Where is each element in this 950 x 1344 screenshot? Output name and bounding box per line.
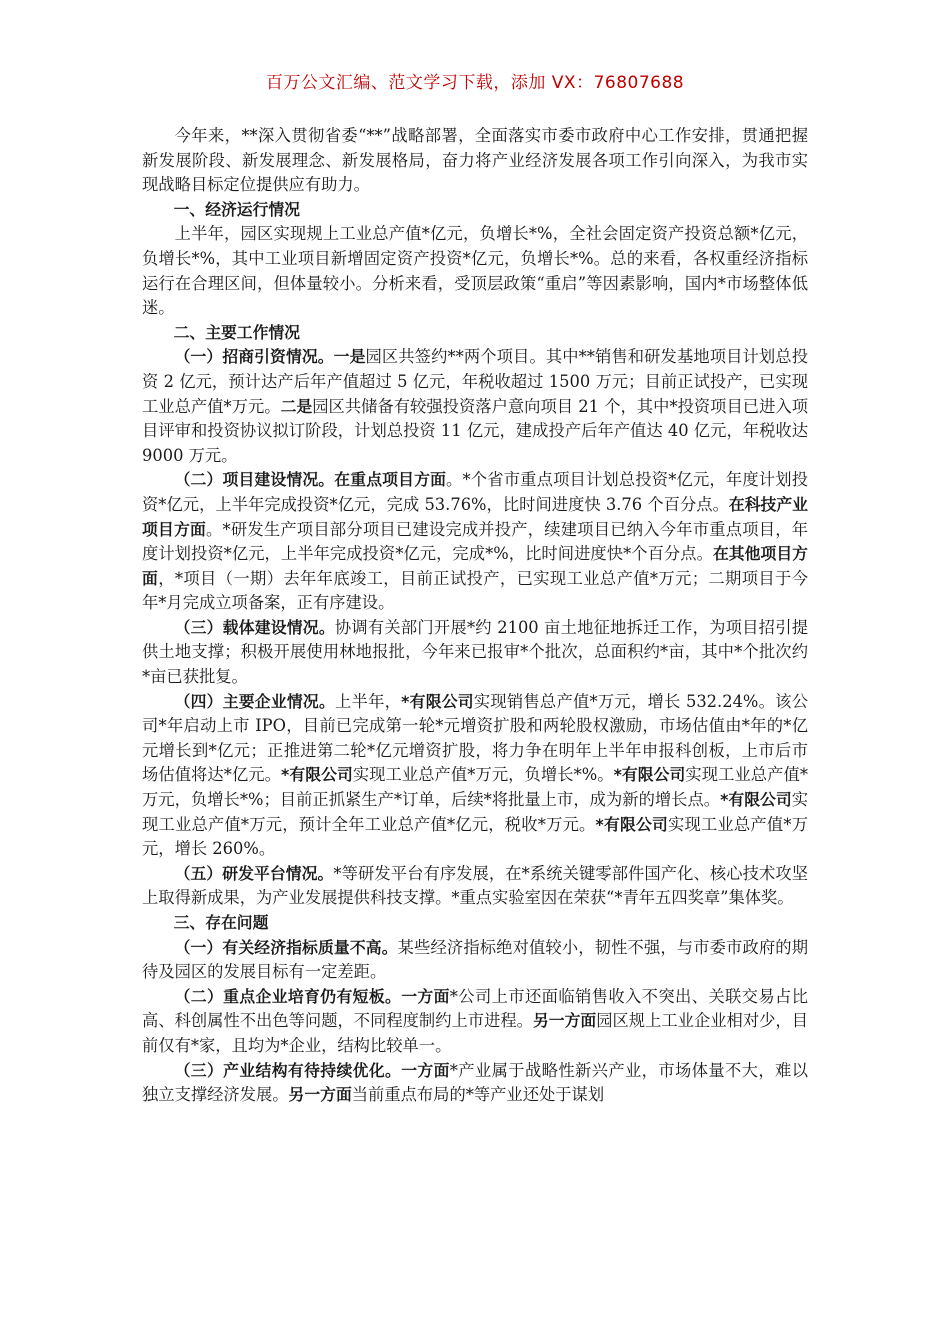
keyword: 在科技产业项目方面 xyxy=(142,494,808,539)
text: 实现工业总产值*万元，增长 260%。 xyxy=(142,814,808,859)
subheading: （一）招商引资情况。 xyxy=(174,347,334,367)
document-body xyxy=(142,124,808,1108)
section-heading-1: 一、经济运行情况 xyxy=(173,199,300,219)
keyword: 另一方面 xyxy=(288,1085,352,1105)
intro-paragraph: 今年来，**深入贯彻省委“**”战略部署，全面落实市委市政府中心工作安排，贯通把握新发展阶段、新发展理念、新发展格局，奋力将产业经济发展各项工作引向深入，为我市实现战略目标定位提供应有助力。 xyxy=(142,126,808,195)
keyword: 在重点项目方面 xyxy=(334,470,447,490)
keyword: 一方面 xyxy=(401,1060,450,1080)
text: 协调有关部门开展*约 2100 亩土地征地拆迁工作，为项目招引提供土地支撑；积极开展使用林地报批，今年来已报审*个批次，总面积约*亩，其中*个批次约*亩已获批复。 xyxy=(142,617,808,687)
text: 园区共签约**两个项目。其中**销售和研发基地项目计划总投资 2 亿元，预计达产后年产值超过 5 亿元，年税收超过 1500 万元；目前正试投产，已实现工业总产值*万元。 xyxy=(142,347,808,416)
text: 。*个省市重点项目计划总投资*亿元，年度计划投资*亿元，上半年完成投资*亿元，完成 53.76%，比时间进度快 3.76 个百分点。 xyxy=(142,470,808,514)
keyword: 一方面 xyxy=(401,986,450,1006)
subheading: （二）项目建设情况。 xyxy=(174,470,335,490)
text: 园区共储备有较强投资落户意向项目 21 个，其中*投资项目已进入项目评审和投资协议拟订阶段，计划总投资 11 亿元，建成投产后年产值达 40 亿元，年税收达 9000 万元。 xyxy=(142,396,808,465)
keyword: 二是 xyxy=(280,396,313,416)
carrier-paragraph xyxy=(142,616,808,690)
text: 园区规上工业企业相对少，目前仅有*家，且均为*企业，结构比较单一。 xyxy=(142,1011,808,1055)
text: 某些经济指标绝对值较小，韧性不强，与市委市政府的期待及园区的发展目标有一定差距。 xyxy=(142,937,808,982)
keyword: 另一方面 xyxy=(532,1011,597,1031)
subheading: （四）主要企业情况。 xyxy=(174,691,336,711)
section-heading-2: 二、主要工作情况 xyxy=(173,322,300,342)
project-paragraph xyxy=(142,468,808,616)
text: 上半年， xyxy=(335,691,402,711)
text: 实现工业总产值*万元，负增长*%。 xyxy=(352,765,614,785)
text: 当前重点布局的*等产业还处于谋划 xyxy=(351,1085,605,1105)
economic-paragraph: 上半年，园区实现规上工业总产值*亿元，负增长*%，全社会固定资产投资总额*亿元，负增长*%，其中工业项目新增固定资产投资*亿元，负增长*%。总的来看，各权重经济指标运行在合理区间，但体量较小。分析来看，受顶层政策“重启”等因素影响，国内*市场整体低迷。 xyxy=(142,224,808,318)
subheading: （三）载体建设情况。 xyxy=(174,617,335,637)
text: *产业属于战略性新兴产业，市场体量不大，难以独立支撑经济发展。 xyxy=(142,1060,808,1105)
watermark-banner: 百万公文汇编、范文学习下载，添加 VX：76807688 xyxy=(265,73,685,93)
text: 。*研发生产项目部分项目已建设完成并投产，续建项目已纳入今年市重点项目，年度计划投资*亿元，上半年完成投资*亿元，完成*%，比时间进度快*个百分点。 xyxy=(142,519,808,564)
subheading: （三）产业结构有待持续优化。 xyxy=(174,1060,402,1080)
enterprise-paragraph xyxy=(142,690,808,862)
text: 实现销售总产值*万元，增长 532.24%。该公司*年启动上市 IPO，目前已完成第一轮*元增资扩股和两轮股权激励，市场估值由*年的*亿元增长到*亿元；正推进第二轮*亿元增资扩股，将力争在明年上半年申报科创板，上市后市场估值将达*亿元。 xyxy=(142,691,808,785)
subheading: （五）研发平台情况。 xyxy=(174,863,334,883)
text: 实现工业总产值*万元，预计全年工业总产值*亿元，税收*万元。 xyxy=(142,790,808,834)
rnd-paragraph xyxy=(142,862,808,911)
keyword: 在其他项目方面 xyxy=(142,544,808,588)
company-name: *有限公司 xyxy=(720,790,792,810)
subheading: （二）重点企业培育仍有短板。 xyxy=(174,986,402,1006)
text: ，*项目（一期）去年年底竣工，目前正试投产，已实现工业总产值*万元；二期项目于今年*月完成立项备案，正有序建设。 xyxy=(142,568,808,613)
company-name: *有限公司 xyxy=(595,814,668,834)
text: *等研发平台有序发展，在*系统关键零部件国产化、核心技术攻坚上取得新成果，为产业发展提供科技支撑。*重点实验室因在荣获“*青年五四奖章”集体奖。 xyxy=(142,863,808,908)
problem-paragraph-2 xyxy=(142,985,808,1059)
company-name: *有限公司 xyxy=(401,691,474,711)
subheading: （一）有关经济指标质量不高。 xyxy=(174,937,398,957)
keyword: 一是 xyxy=(333,347,366,367)
text: *公司上市还面临销售收入不突出、关联交易占比高、科创属性不出色等问题，不同程度制约上市进程。 xyxy=(142,986,808,1031)
company-name: *有限公司 xyxy=(281,765,353,785)
problem-paragraph-3 xyxy=(142,1059,808,1108)
text: 实现工业总产值*万元，负增长*%；目前正抓紧生产*订单，后续*将批量上市，成为新的增长点。 xyxy=(142,765,808,810)
company-name: *有限公司 xyxy=(613,765,686,785)
investment-paragraph xyxy=(142,345,808,468)
problem-paragraph-1 xyxy=(142,936,808,985)
section-heading-3: 三、存在问题 xyxy=(173,913,269,932)
